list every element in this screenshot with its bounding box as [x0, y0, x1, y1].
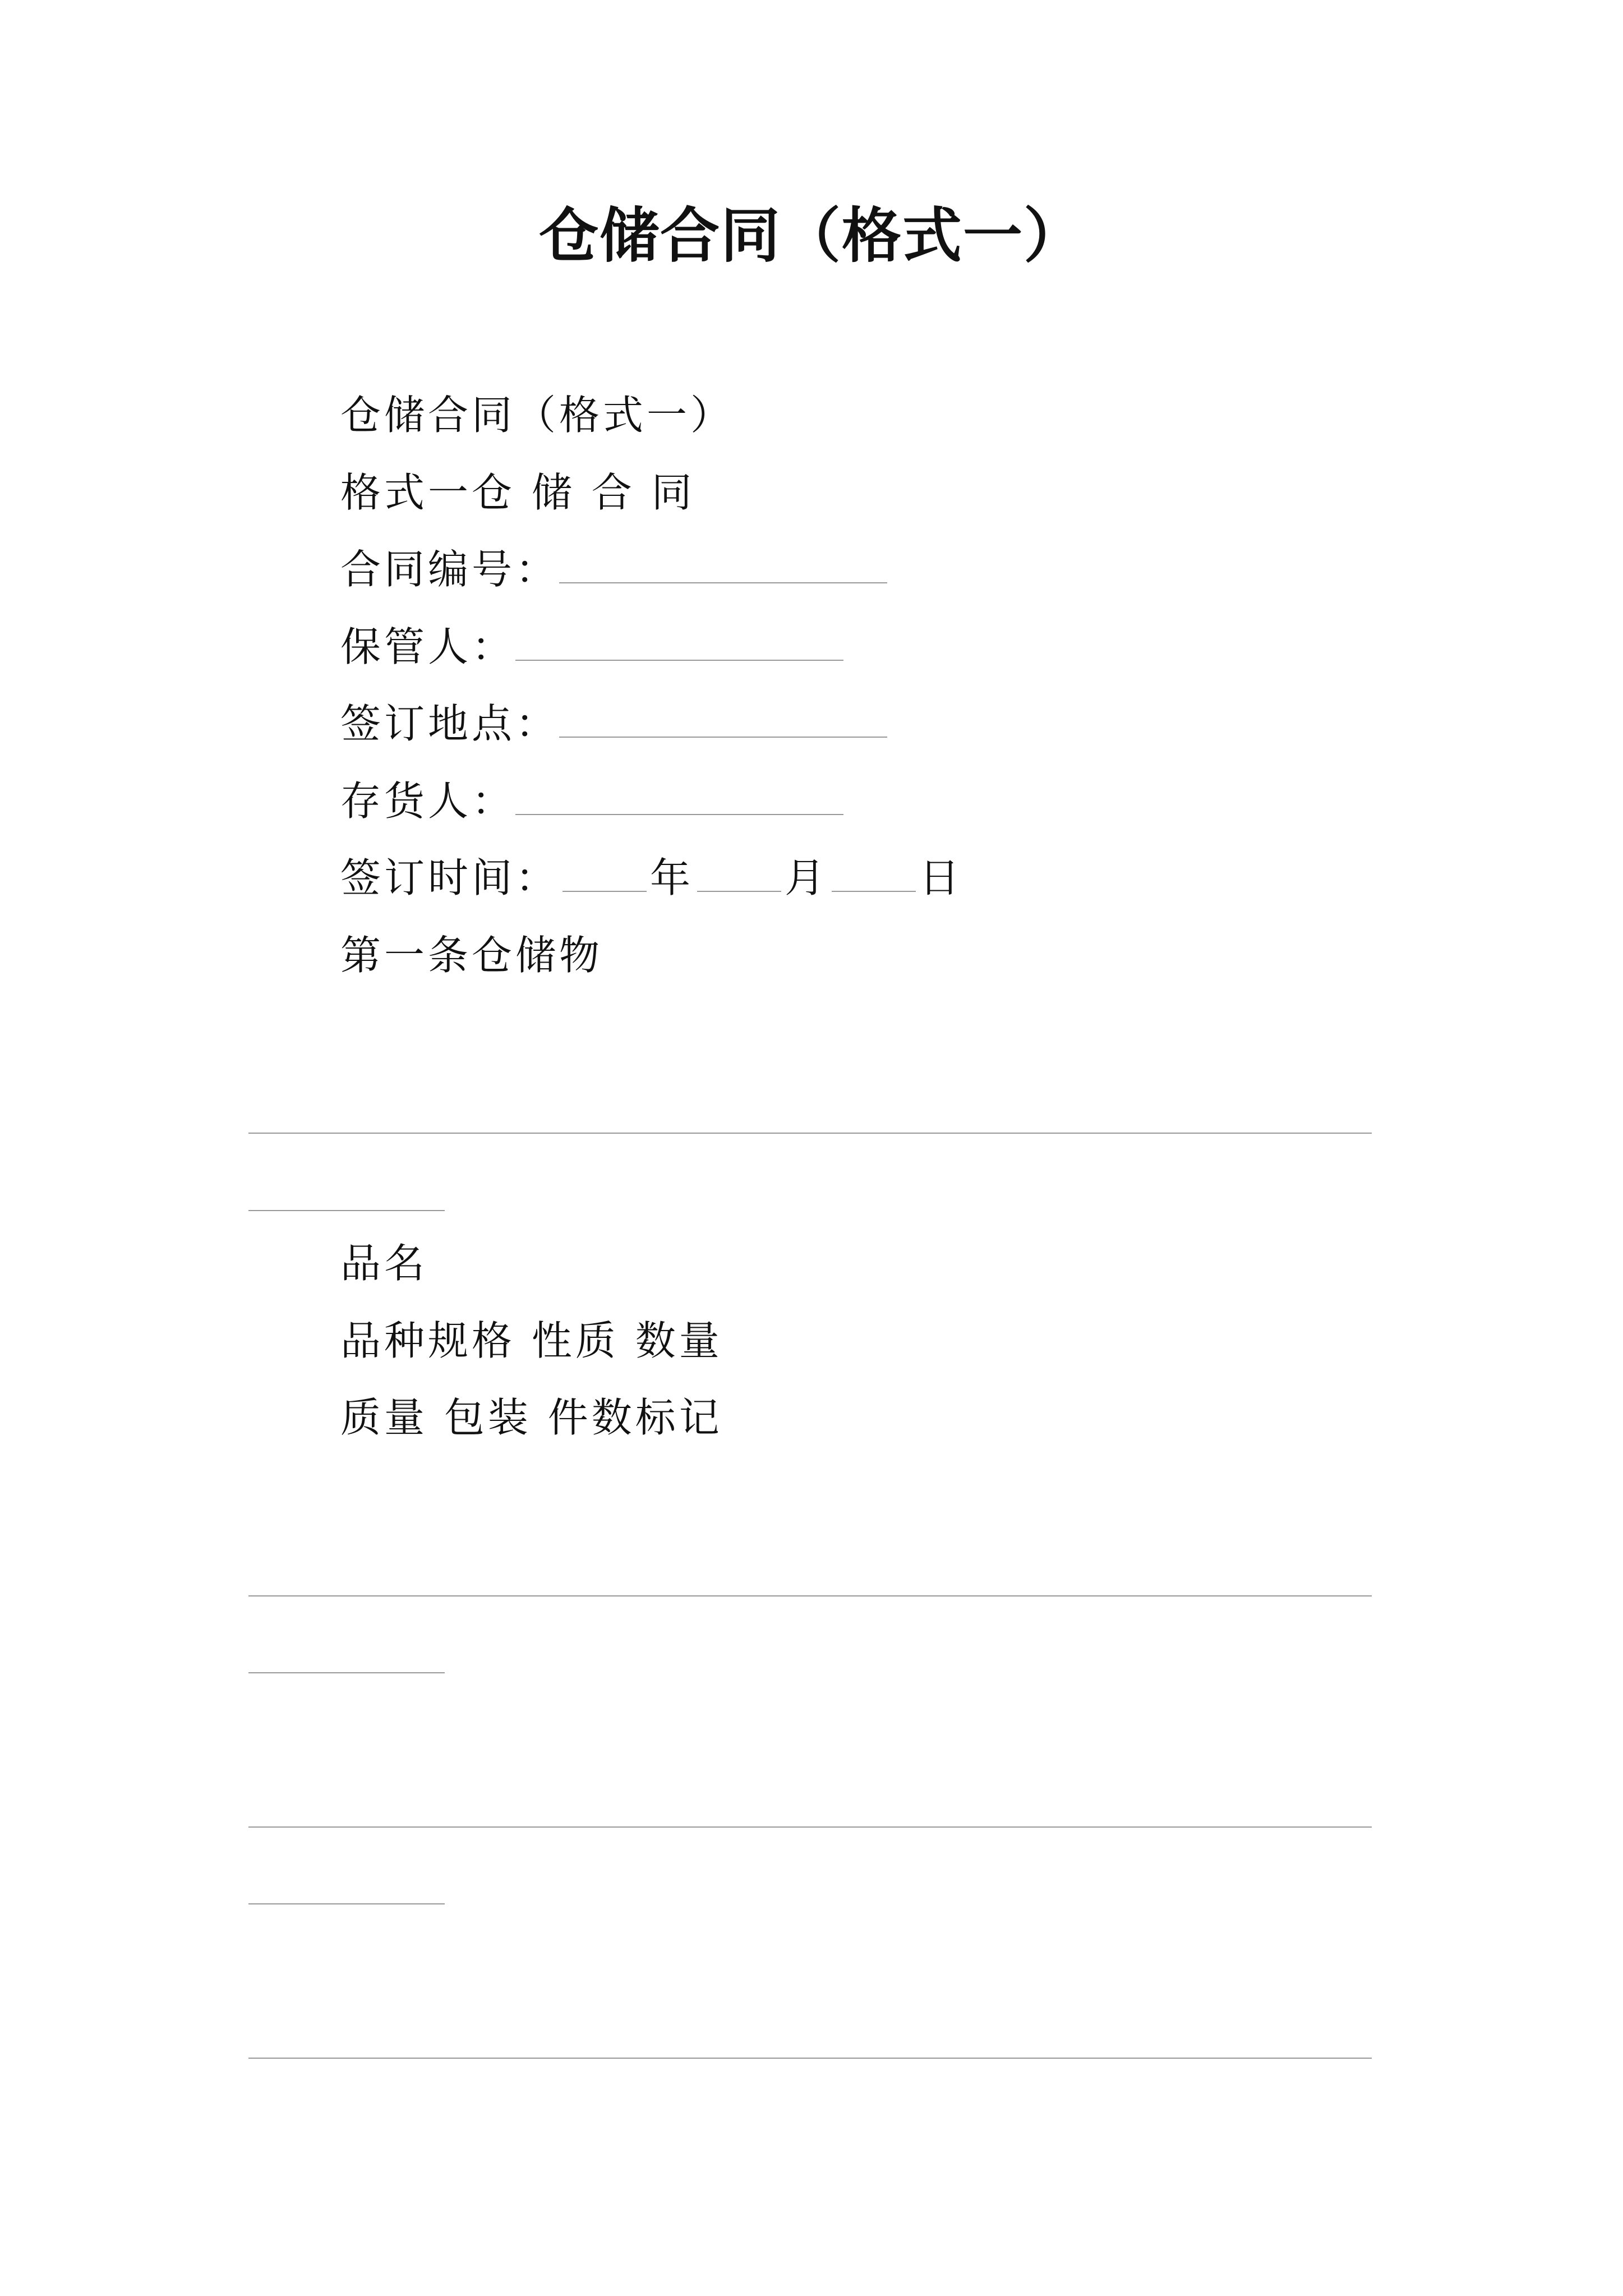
- sign-time-row: [340, 850, 963, 906]
- day-label: 日: [919, 854, 963, 901]
- article-1-heading: 第一条仓储物: [340, 932, 603, 979]
- depositor-blank[interactable]: [515, 784, 843, 815]
- sign-time-label: 签订时间：: [340, 854, 560, 901]
- month-blank[interactable]: [697, 861, 781, 892]
- sign-place-blank[interactable]: [559, 706, 887, 738]
- fill-line-3-continuation[interactable]: [248, 1903, 445, 1904]
- spec-row: 品种规格 性质 数量: [340, 1317, 723, 1364]
- contract-number-label: 合同编号：: [340, 546, 560, 593]
- repeat-title: 仓储合同（格式一）: [340, 392, 735, 439]
- subtitle: 格式一仓 储 合 同: [340, 469, 695, 516]
- depositor-label: 存货人：: [340, 777, 516, 825]
- depositor-row: [340, 773, 843, 829]
- fill-line-4[interactable]: [248, 2058, 1372, 2059]
- custodian-blank[interactable]: [515, 629, 843, 661]
- fill-line-1-continuation[interactable]: [248, 1210, 445, 1211]
- contract-number-blank[interactable]: [559, 552, 887, 583]
- fill-line-2-continuation[interactable]: [248, 1672, 445, 1673]
- quality-row: 质量 包装 件数标记: [340, 1394, 723, 1441]
- fill-line-2[interactable]: [248, 1595, 1372, 1596]
- sign-place-label: 签订地点：: [340, 700, 560, 747]
- fill-line-3[interactable]: [248, 1826, 1372, 1828]
- day-blank[interactable]: [832, 861, 916, 892]
- document-title: 仓储合同（格式一）: [539, 200, 1084, 270]
- fill-line-1[interactable]: [248, 1133, 1372, 1134]
- year-label: 年: [650, 854, 694, 901]
- sign-place-row: [340, 696, 887, 752]
- custodian-label: 保管人：: [340, 623, 516, 670]
- custodian-row: [340, 619, 843, 675]
- contract-number-row: [340, 541, 887, 597]
- product-name-label: 品名: [340, 1240, 428, 1287]
- month-label: 月: [785, 854, 829, 901]
- year-blank[interactable]: [562, 861, 647, 892]
